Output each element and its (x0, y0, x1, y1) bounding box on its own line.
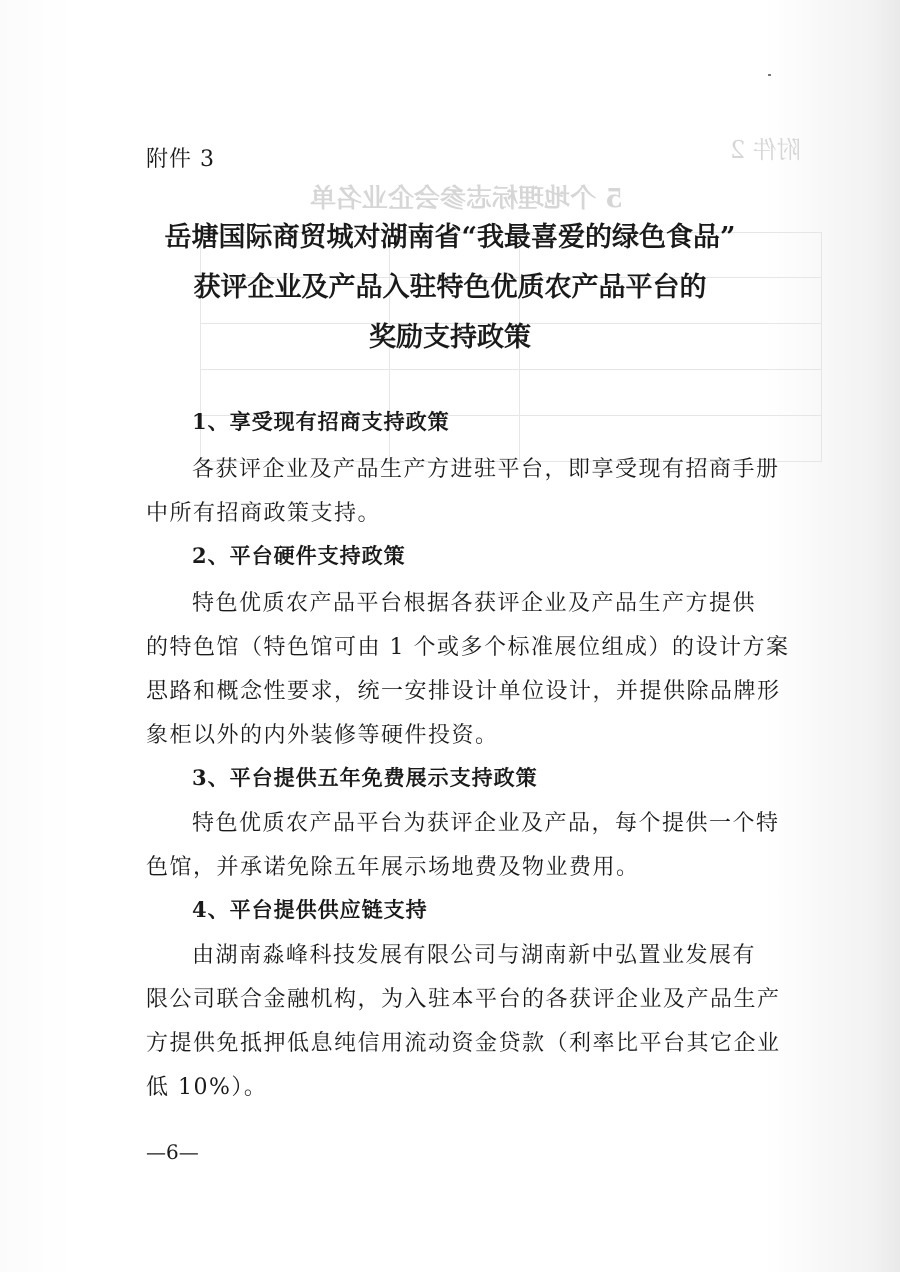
bleed-through-title: 5 个地理标志参会企业名单 (310, 184, 624, 214)
page-number: —6— (146, 1140, 199, 1164)
section-1-line-1: 各获评企业及产品生产方进驻平台，即享受现有招商手册 (192, 457, 780, 482)
scan-speck (768, 74, 771, 76)
section-1-heading: 1、享受现有招商支持政策 (192, 409, 450, 434)
section-2-heading: 2、平台硬件支持政策 (192, 543, 406, 568)
section-4-line-2: 限公司联合金融机构，为入驻本平台的各获评企业及产品生产 (146, 987, 781, 1012)
section-4-line-4: 低 10%）。 (146, 1075, 268, 1100)
section-4-line-3: 方提供免抵押低息纯信用流动资金贷款（利率比平台其它企业 (146, 1031, 781, 1056)
section-4-line-1: 由湖南淼峰科技发展有限公司与湖南新中弘置业发展有 (192, 943, 757, 968)
title-line-2: 获评企业及产品入驻特色优质农产品平台的 (193, 272, 707, 303)
title-line-3: 奖励支持政策 (369, 322, 531, 353)
section-4-heading: 4、平台提供供应链支持 (192, 897, 428, 922)
annex-label: 附件 3 (146, 147, 215, 172)
bleed-through-annex: 附件 2 (730, 136, 801, 164)
section-1-line-2: 中所有招商政策支持。 (146, 501, 382, 526)
section-2-line-2: 的特色馆（特色馆可由 1 个或多个标准展位组成）的设计方案 (146, 635, 790, 660)
title-line-1: 岳塘国际商贸城对湖南省“我最喜爱的绿色食品” (164, 222, 736, 253)
section-3-line-1: 特色优质农产品平台为获评企业及产品，每个提供一个特 (192, 811, 780, 836)
section-2-line-4: 象柜以外的内外装修等硬件投资。 (146, 723, 499, 748)
section-2-line-1: 特色优质农产品平台根据各获评企业及产品生产方提供 (192, 591, 757, 616)
section-3-heading: 3、平台提供五年免费展示支持政策 (192, 765, 538, 790)
section-2-line-3: 思路和概念性要求，统一安排设计单位设计，并提供除品牌形 (146, 679, 781, 704)
section-3-line-2: 色馆，并承诺免除五年展示场地费及物业费用。 (146, 855, 640, 880)
